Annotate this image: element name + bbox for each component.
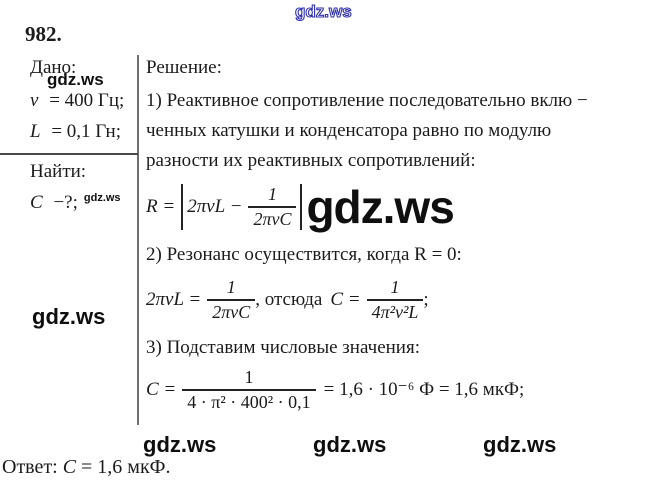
- watermark-given: gdz.ws: [47, 70, 104, 89]
- find-row: [30, 192, 121, 216]
- solution-step1-line2: ченных катушки и конденсатора равно по модулю: [146, 120, 552, 141]
- fraction: [248, 184, 296, 229]
- answer-label: Ответ:: [2, 456, 58, 478]
- given-var: L: [30, 121, 41, 142]
- find-var: C: [30, 192, 43, 213]
- fraction-numerator: 1: [390, 277, 400, 297]
- watermark-left: gdz.ws: [32, 304, 106, 329]
- answer-value: = 1,6 мкФ.: [81, 456, 171, 478]
- watermark-bottom-2: gdz.ws: [313, 432, 387, 457]
- formula-term: 2πvL −: [187, 196, 243, 217]
- formula-connector: , отсюда: [255, 288, 323, 310]
- fraction-numerator: 1: [244, 367, 254, 387]
- fraction-numerator: 1: [226, 277, 236, 297]
- formula-lhs: R =: [146, 196, 176, 217]
- fraction-denominator: 2πvC: [248, 206, 296, 230]
- solution-step2: 2) Резонанс осуществится, когда R = 0:: [146, 244, 462, 265]
- given-item: [30, 90, 124, 112]
- watermark-bottom-1: gdz.ws: [143, 432, 217, 457]
- find-label: Найти:: [30, 161, 87, 182]
- watermark-center-big: gdz.ws: [306, 181, 454, 233]
- formula-lhs2: C =: [330, 288, 361, 310]
- given-find-separator: [0, 153, 138, 155]
- formula-lhs: 2πvL =: [146, 288, 202, 310]
- watermark-find-sup: gdz.ws: [83, 192, 121, 204]
- fraction-numerator: 1: [267, 184, 277, 205]
- fraction: [367, 277, 424, 322]
- fraction-denominator: 2πvC: [207, 299, 255, 323]
- formula-numeric: [146, 367, 524, 412]
- solution-step3: 3) Подставим числовые значения:: [146, 337, 420, 358]
- solution-label: Решение:: [146, 57, 222, 78]
- formula-result: = 1,6 · 10⁻⁶ Ф = 1,6 мкФ;: [323, 379, 525, 401]
- abs-bar-right: [300, 184, 302, 230]
- column-divider: [137, 55, 139, 425]
- problem-number: 982.: [25, 22, 62, 46]
- fraction: [182, 367, 315, 412]
- watermark-bottom-3: gdz.ws: [483, 432, 557, 457]
- given-label: Дано:: [30, 57, 77, 78]
- fraction: [207, 277, 255, 322]
- formula-lhs: C =: [146, 378, 177, 400]
- formula-reactance: [146, 181, 454, 233]
- given-item: [30, 121, 121, 143]
- formula-resonance: [146, 277, 429, 322]
- solution-step1-line3: разности их реактивных сопротивлений:: [146, 150, 476, 171]
- answer-line: [2, 456, 170, 478]
- fraction-denominator: 4π²v²L: [367, 299, 424, 323]
- fraction-denominator: 4 · π² · 400² · 0,1: [182, 389, 315, 413]
- find-question: −?;: [53, 192, 78, 213]
- abs-bar-left: [181, 184, 183, 230]
- given-value: = 400 Гц;: [49, 90, 125, 111]
- watermark-top: gdz.ws: [295, 2, 352, 21]
- given-var: v: [30, 90, 39, 111]
- solution-step1-line1: 1) Реактивное сопротивление последовательно вклю −: [146, 90, 588, 111]
- answer-var: C: [62, 456, 77, 478]
- given-value: = 0,1 Гн;: [51, 121, 122, 142]
- formula-tail: ;: [423, 288, 429, 310]
